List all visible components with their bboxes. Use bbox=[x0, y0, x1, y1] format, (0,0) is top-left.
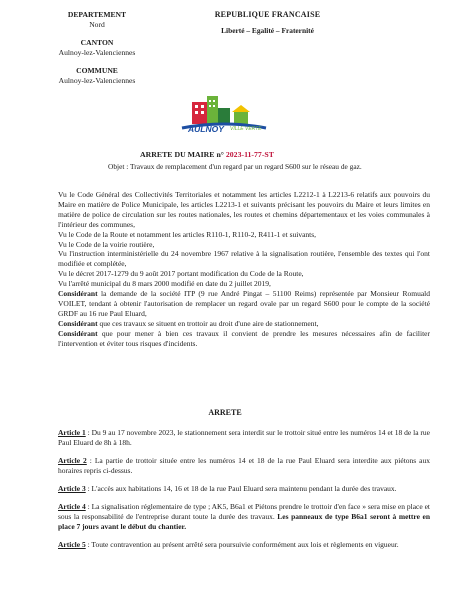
departement-value: Nord bbox=[89, 19, 105, 29]
articles-list bbox=[58, 428, 430, 558]
consideration-item: Vu l'arrêté municipal du 8 mars 2000 modifié en date du 2 juillet 2019, bbox=[58, 279, 271, 289]
decree-title-prefix: ARRETE DU MAIRE n° bbox=[140, 150, 224, 159]
republic-title: REPUBLIQUE FRANCAISE bbox=[214, 10, 321, 19]
considerant-text: que ces travaux se situent en trottoir au droit d'une aire de stationnement, bbox=[97, 318, 319, 328]
consideration-item: Vu l'instruction interministérielle du 24 novembre 1967 relative à la signalisation routière, l'ensemble des textes qui l'ont modifiée et complétée, bbox=[58, 249, 430, 269]
header-republic-block bbox=[175, 10, 360, 36]
consideration-item: Vu le Code de la Route et notamment les articles R110-1, R110-2, R411-1 et suivants, bbox=[58, 229, 317, 239]
considerant-item bbox=[58, 319, 430, 329]
article-item bbox=[58, 484, 430, 494]
commune-value: Aulnoy-lez-Valenciennes bbox=[58, 75, 136, 85]
article-emphasis: Les panneaux de type B6a1 seront à mettre en place 7 jours avant le début du chantier. bbox=[58, 512, 431, 531]
article-label: Article 4 bbox=[58, 502, 86, 511]
decree-title bbox=[140, 150, 370, 159]
article-text: : Toute contravention au présent arrêté sera poursuivie conformément aux lois et règlements en vigueur. bbox=[85, 540, 399, 549]
article-item bbox=[58, 456, 430, 476]
considerant-item bbox=[58, 329, 430, 349]
commune-label: COMMUNE bbox=[76, 66, 118, 76]
logo-text-main: AULNOY bbox=[188, 124, 224, 134]
town-logo-icon bbox=[178, 92, 270, 144]
article-text: : Du 9 au 17 novembre 2023, le stationnement sera interdit sur le trottoir situé entre les numéros 14 et 18 de la rue Paul Eluard de 8h à 18h. bbox=[58, 428, 430, 447]
canton-label: CANTON bbox=[80, 38, 114, 48]
consideration-item: Vu le Code de la voirie routière, bbox=[58, 239, 155, 249]
article-text: : La partie de trottoir située entre les numéros 14 et 18 de la rue Paul Eluard sera interdite aux piétons aux horaires repris ci-dessus. bbox=[58, 456, 430, 475]
arrete-heading: ARRETE bbox=[208, 408, 242, 417]
considerant-lead: Considérant bbox=[58, 289, 98, 299]
article-label: Article 2 bbox=[58, 456, 87, 465]
canton-value: Aulnoy-lez-Valenciennes bbox=[58, 47, 136, 57]
article-text: : L'accès aux habitations 14, 16 et 18 de la rue Paul Eluard sera maintenu pendant la durée des travaux. bbox=[85, 484, 397, 493]
article-item bbox=[58, 502, 430, 532]
decree-number: 2023-11-77-ST bbox=[225, 150, 274, 159]
article-item bbox=[58, 540, 430, 550]
article-text: : La signalisation réglementaire de type ; AK5, B6a1 et Piétons prendre le trottoir d'en face » sera mise en place et sous la responsabilité de l'entreprise durant toute la durée des travaux. bbox=[58, 502, 430, 521]
logo-text-sub: VILLE VERTE bbox=[230, 126, 262, 132]
departement-label: DEPARTEMENT bbox=[67, 10, 127, 19]
considerant-text: que pour mener à bien ces travaux il convient de prendre les mesures nécessaires afin de faciliter l'intervention et éviter tous risques d'incidents. bbox=[58, 328, 430, 348]
republic-motto: Liberté – Egalité – Fraternité bbox=[221, 26, 314, 35]
considerant-lead: Considérant bbox=[58, 328, 98, 338]
article-label: Article 1 bbox=[58, 428, 86, 437]
considerant-text: la demande de la société ITP (9 rue André Pingat – 51100 Reims) représentée par Monsieur Romuald VOILET, tendant à obtenir l'autorisation de remplacer un regard ovale par un regard S600 pour le compte de la société GRDF au 16 rue Paul Eluard, bbox=[58, 289, 430, 318]
header-administrative-block bbox=[22, 10, 172, 86]
decree-objet: Objet : Travaux de remplacement d'un regard par un regard S600 sur le réseau de gaz. bbox=[108, 162, 362, 171]
consideration-item: Vu le Code Général des Collectivités Territoriales et notamment les articles L2212-1 à L2213-6 relatifs aux pouvoirs du Maire en matière de Police Municipale, les articles L2213-1 et suivants précisant les pouvoirs du Maire et leurs limites en matière de police de circulation sur les routes nationales, les routes et chemins départementaux et les voies communales à l'intérieur des communes, bbox=[58, 190, 430, 229]
consideration-item: Vu le décret 2017-1279 du 9 août 2017 portant modification du Code de la Route, bbox=[58, 269, 304, 279]
considerant-lead: Considérant bbox=[58, 318, 98, 328]
town-logo bbox=[178, 92, 270, 144]
decree-considerations bbox=[58, 190, 430, 349]
article-item bbox=[58, 428, 430, 448]
article-label: Article 5 bbox=[58, 540, 86, 549]
considerant-item bbox=[58, 289, 430, 319]
article-label: Article 3 bbox=[58, 484, 86, 493]
